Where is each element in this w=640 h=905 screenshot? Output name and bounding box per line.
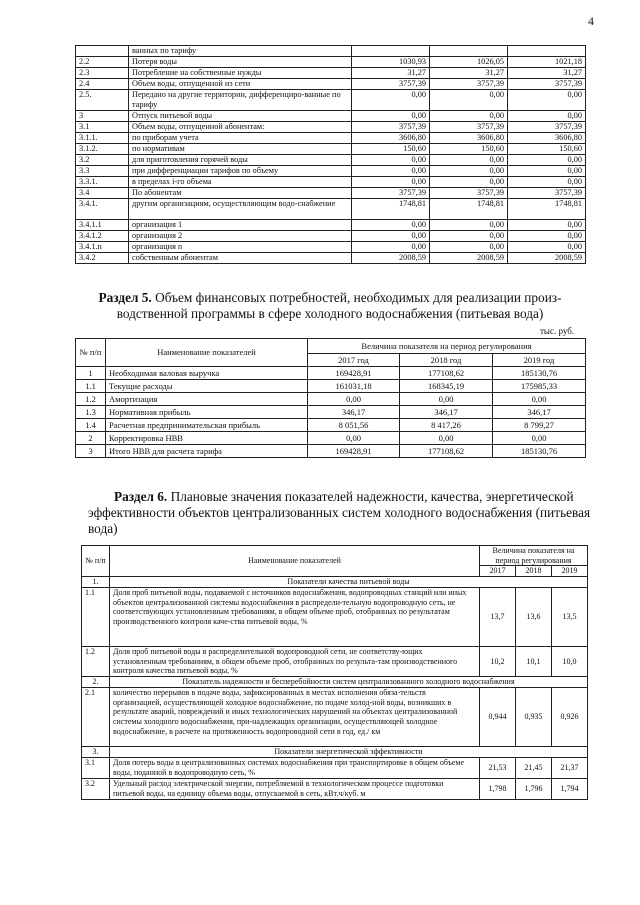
row-name: Расчетная предпринимательская прибыль [106,419,308,432]
row-value: 31,27 [352,68,430,79]
t3-group3-title: Показатели энергетической эффективности [110,747,588,758]
row-value: 3757,39 [430,188,508,199]
row-name: Текущие расходы [106,380,308,393]
row-value [430,46,508,57]
row-value: 0,00 [352,220,430,231]
row-value: 0,00 [508,166,586,177]
row-value: 0,00 [508,231,586,242]
row-value: 0,00 [430,155,508,166]
t3-group1-n: 1. [82,577,110,588]
row-value: 1021,18 [508,57,586,68]
row-number: 2.4 [76,79,129,90]
table-row [76,155,586,166]
t2-year-2018: 2018 год [400,354,493,367]
row-value: 0,00 [430,231,508,242]
row-name: организация n [129,242,352,253]
table-row [76,133,586,144]
table-row [76,188,586,199]
row-value: 2008,59 [508,253,586,264]
row-value: 0,00 [493,393,586,406]
row-value [508,46,586,57]
row-value: 0,00 [508,242,586,253]
t3-group-energy [82,747,588,758]
row-name: при дифференциации тарифов по объему [129,166,352,177]
section6-title [60,489,600,537]
row-value: 0,00 [430,220,508,231]
row-number: 3.4.1. [76,199,129,220]
t3-row-1-1-v2017: 13,7 [480,588,516,647]
row-value: 150,60 [508,144,586,155]
row-value: 177108,62 [400,367,493,380]
table-row [76,166,586,177]
table-row [76,253,586,264]
row-value: 1026,05 [430,57,508,68]
row-name: другим организациям, осуществляющим водо-снабжение [129,199,352,220]
row-name: Отпуск питьевой воды [129,111,352,122]
t3-col-name: Наименование показателей [110,546,480,577]
row-value: 0,00 [493,432,586,445]
row-value: 169428,91 [308,445,400,458]
row-value: 0,00 [430,177,508,188]
row-number: 1.3 [76,406,106,419]
t3-group-quality [82,577,588,588]
table-row [76,406,586,419]
row-name: Необходимая валовая выручка [106,367,308,380]
table-row [76,432,586,445]
row-number: 2.3 [76,68,129,79]
t3-row-1-2-v2018: 10,1 [516,647,552,677]
section6-title-line3: вода) [88,521,118,536]
row-number [76,46,129,57]
row-name: Объем воды, отпущенной из сети [129,79,352,90]
table-row [76,144,586,155]
table-row [76,90,586,111]
t2-col-group: Величина показателя на период регулирования [308,339,586,354]
row-value: 2008,59 [430,253,508,264]
row-number: 3.4.1.1 [76,220,129,231]
table-row [76,231,586,242]
row-value [352,46,430,57]
section6-title-line2: эффективности объектов централизованных систем холодного водоснабжения (питьевая [88,505,591,520]
row-value: 0,00 [400,432,493,445]
table-row [76,46,586,57]
row-value: 150,60 [430,144,508,155]
table-row [76,57,586,68]
row-value: 8 799,27 [493,419,586,432]
row-name: ванных по тарифу [129,46,352,57]
row-name: в пределах i-го объема [129,177,352,188]
row-number: 3.4.1.n [76,242,129,253]
row-name: собственным абонентам [129,253,352,264]
table-row [76,445,586,458]
t3-row-2-1 [82,688,588,747]
table-row [76,220,586,231]
t3-row-3-1-v2017: 21,53 [480,758,516,779]
t3-row-1-2-v2017: 10,2 [480,647,516,677]
table-row [76,199,586,220]
t3-row-2-1-name: количество перерывов в подаче воды, зафиксированных в местах исполнения обяза-тельств организацией, осуществляющей холодное водоснабжение, по подаче холод-ной воды, возникших в результате аварий, повреждений и иных технологических нарушений на объектах централизованной системы холодного водоснабжения, при-надлежащих организации, осуществляющей холодное водоснабжение, в расчете на протяженность водопроводной сети в год, ед./ км [110,688,480,747]
row-value: 3757,39 [508,188,586,199]
t3-row-3-2 [82,779,588,800]
row-number: 2.2 [76,57,129,68]
row-value: 0,00 [308,432,400,445]
row-number: 1.1 [76,380,106,393]
row-value: 3757,39 [430,122,508,133]
row-value: 175985,33 [493,380,586,393]
row-value: 31,27 [430,68,508,79]
table-row [76,367,586,380]
row-name: по приборам учета [129,133,352,144]
row-value: 346,17 [308,406,400,419]
section6-title-line1: Плановые значения показателей надежности, качества, энергетической [167,489,574,504]
t2-col-n: № п/п [76,339,106,367]
t3-row-3-2-n: 3.2 [82,779,110,800]
row-value: 177108,62 [400,445,493,458]
row-number: 1 [76,367,106,380]
t3-row-3-1 [82,758,588,779]
row-value: 3757,39 [352,188,430,199]
table-row [76,419,586,432]
table-row [76,242,586,253]
water-balance-table [75,45,586,264]
row-number: 3.3 [76,166,129,177]
row-value: 161031,18 [308,380,400,393]
t3-row-3-2-v2018: 1,796 [516,779,552,800]
t3-row-3-2-name: Удельный расход электрической энергии, потребляемой в технологическом процессе подготовки питьевой воды, на единицу объема воды, отпускаемой в сеть, кВт.ч/куб. м [110,779,480,800]
row-value: 150,60 [352,144,430,155]
table-row [76,380,586,393]
section5-unit: тыс. руб. [540,326,575,336]
row-number: 3 [76,445,106,458]
t3-row-1-2-name: Доля проб питьевой воды в распределительной водопроводной сети, не соответству-ющих установленным требованиям, в общем объеме проб, отобранных по результа-там производственного контроля качества питьевой воды, % [110,647,480,677]
section5-title [60,290,600,322]
row-value: 185130,76 [493,367,586,380]
financial-needs-table [75,338,586,458]
row-name: организация 1 [129,220,352,231]
row-number: 3.4.2 [76,253,129,264]
row-value: 346,17 [400,406,493,419]
row-name: Нормативная прибыль [106,406,308,419]
row-name: Потребление на собственные нужды [129,68,352,79]
table-row [76,68,586,79]
page-number: 4 [588,14,594,28]
indicators-table [81,545,588,800]
t2-col-name: Наименование показателей [106,339,308,367]
row-value: 3606,80 [352,133,430,144]
row-value: 0,00 [430,90,508,111]
row-name: по нормативам [129,144,352,155]
t3-row-1-1-n: 1.1 [82,588,110,647]
row-value: 0,00 [508,220,586,231]
row-name: Итого НВВ для расчета тарифа [106,445,308,458]
row-name: Корректировка НВВ [106,432,308,445]
section5-title-line1: Объем финансовых потребностей, необходимых для реализации произ- [151,290,562,305]
t3-year-2019: 2019 [552,566,588,577]
row-value: 0,00 [508,111,586,122]
t3-row-3-1-v2018: 21,45 [516,758,552,779]
row-value: 0,00 [508,177,586,188]
t3-group2-n: 2. [82,677,110,688]
row-value: 168345,19 [400,380,493,393]
section5-title-bold: Раздел 5. [98,290,152,305]
section5-title-line2: водственной программы в сфере холодного водоснабжения (питьевая вода) [116,306,544,321]
t3-row-2-1-n: 2.1 [82,688,110,747]
row-value: 1030,93 [352,57,430,68]
row-value: 185130,76 [493,445,586,458]
row-value: 0,00 [352,242,430,253]
row-name: организация 2 [129,231,352,242]
row-value: 3606,80 [430,133,508,144]
table-row [76,393,586,406]
t2-year-2017: 2017 год [308,354,400,367]
row-value: 1748,81 [430,199,508,220]
row-number: 3.2 [76,155,129,166]
row-value: 0,00 [352,177,430,188]
t3-col-group: Величина показателя на период регулирования [480,546,588,566]
row-value: 346,17 [493,406,586,419]
row-value: 0,00 [308,393,400,406]
t2-year-2019: 2019 год [493,354,586,367]
t3-row-3-1-n: 3.1 [82,758,110,779]
row-number: 3.1.1. [76,133,129,144]
row-name: Потеря воды [129,57,352,68]
row-name: Амортизация [106,393,308,406]
t3-group1-title: Показатели качества питьевой воды [110,577,588,588]
row-number: 2 [76,432,106,445]
row-value: 2008,59 [352,253,430,264]
t3-row-1-2-n: 1.2 [82,647,110,677]
row-value: 0,00 [352,155,430,166]
t3-row-1-1-name: Доля проб питьевой воды, подаваемой с источников водоснабжения, водопроводных станций или иных объектов централизованной системы водоснабжения в распредели-тельную водопроводную сеть, не соответствующих установленным требованиям, в общем объеме проб, отобранных по результатам производственного контроля каче-ства питьевой воды, % [110,588,480,647]
row-value: 0,00 [508,155,586,166]
row-value: 31,27 [508,68,586,79]
t3-row-2-1-v2018: 0,935 [516,688,552,747]
row-value: 0,00 [352,90,430,111]
table-row [76,122,586,133]
t3-row-1-1 [82,588,588,647]
t3-year-2018: 2018 [516,566,552,577]
t3-row-1-1-v2019: 13,5 [552,588,588,647]
row-value: 169428,91 [308,367,400,380]
section6-title-bold: Раздел 6. [114,489,168,504]
row-number: 1.4 [76,419,106,432]
row-number: 3.1 [76,122,129,133]
t3-row-3-1-name: Доля потерь воды в централизованных системах водоснабжения при транспортировке в общем объеме воды, поданной в водопроводную сеть, % [110,758,480,779]
row-value: 3757,39 [352,122,430,133]
t3-year-2017: 2017 [480,566,516,577]
row-value: 8 051,56 [308,419,400,432]
row-value: 0,00 [430,242,508,253]
row-value: 3757,39 [430,79,508,90]
t3-group3-n: 3. [82,747,110,758]
row-value: 0,00 [352,231,430,242]
row-name: для приготовления горячей воды [129,155,352,166]
row-value: 0,00 [430,166,508,177]
row-name: По абонентам [129,188,352,199]
t3-row-1-2-v2019: 10,0 [552,647,588,677]
row-value: 3757,39 [352,79,430,90]
row-number: 3.1.2. [76,144,129,155]
row-value: 0,00 [400,393,493,406]
row-value: 8 417,26 [400,419,493,432]
row-number: 1.2 [76,393,106,406]
row-number: 3.4.1.2 [76,231,129,242]
row-number: 2.5. [76,90,129,111]
t3-row-3-2-v2019: 1,794 [552,779,588,800]
row-value: 0,00 [352,111,430,122]
row-value: 3757,39 [508,122,586,133]
t3-row-3-2-v2017: 1,798 [480,779,516,800]
table-row [76,79,586,90]
t3-row-3-1-v2019: 21,37 [552,758,588,779]
row-number: 3.4 [76,188,129,199]
row-value: 0,00 [508,90,586,111]
row-value: 0,00 [352,166,430,177]
row-value: 1748,81 [352,199,430,220]
row-value: 3757,39 [508,79,586,90]
t3-group2-title: Показатель надежности и бесперебойности систем централизованного холодного водоснабжения [110,677,588,688]
row-value: 3606,80 [508,133,586,144]
row-number: 3 [76,111,129,122]
row-value: 0,00 [430,111,508,122]
row-name: Передано на другие территории, дифференциро-ванные по тарифу [129,90,352,111]
t3-row-1-2 [82,647,588,677]
t3-row-2-1-v2017: 0,944 [480,688,516,747]
row-name: Объем воды, отпущенной абонентам: [129,122,352,133]
table-row [76,111,586,122]
row-value: 1748,81 [508,199,586,220]
t3-col-n: № п/п [82,546,110,577]
t3-group-reliability [82,677,588,688]
t3-row-1-1-v2018: 13,6 [516,588,552,647]
table-row [76,177,586,188]
t3-row-2-1-v2019: 0,926 [552,688,588,747]
row-number: 3.3.1. [76,177,129,188]
